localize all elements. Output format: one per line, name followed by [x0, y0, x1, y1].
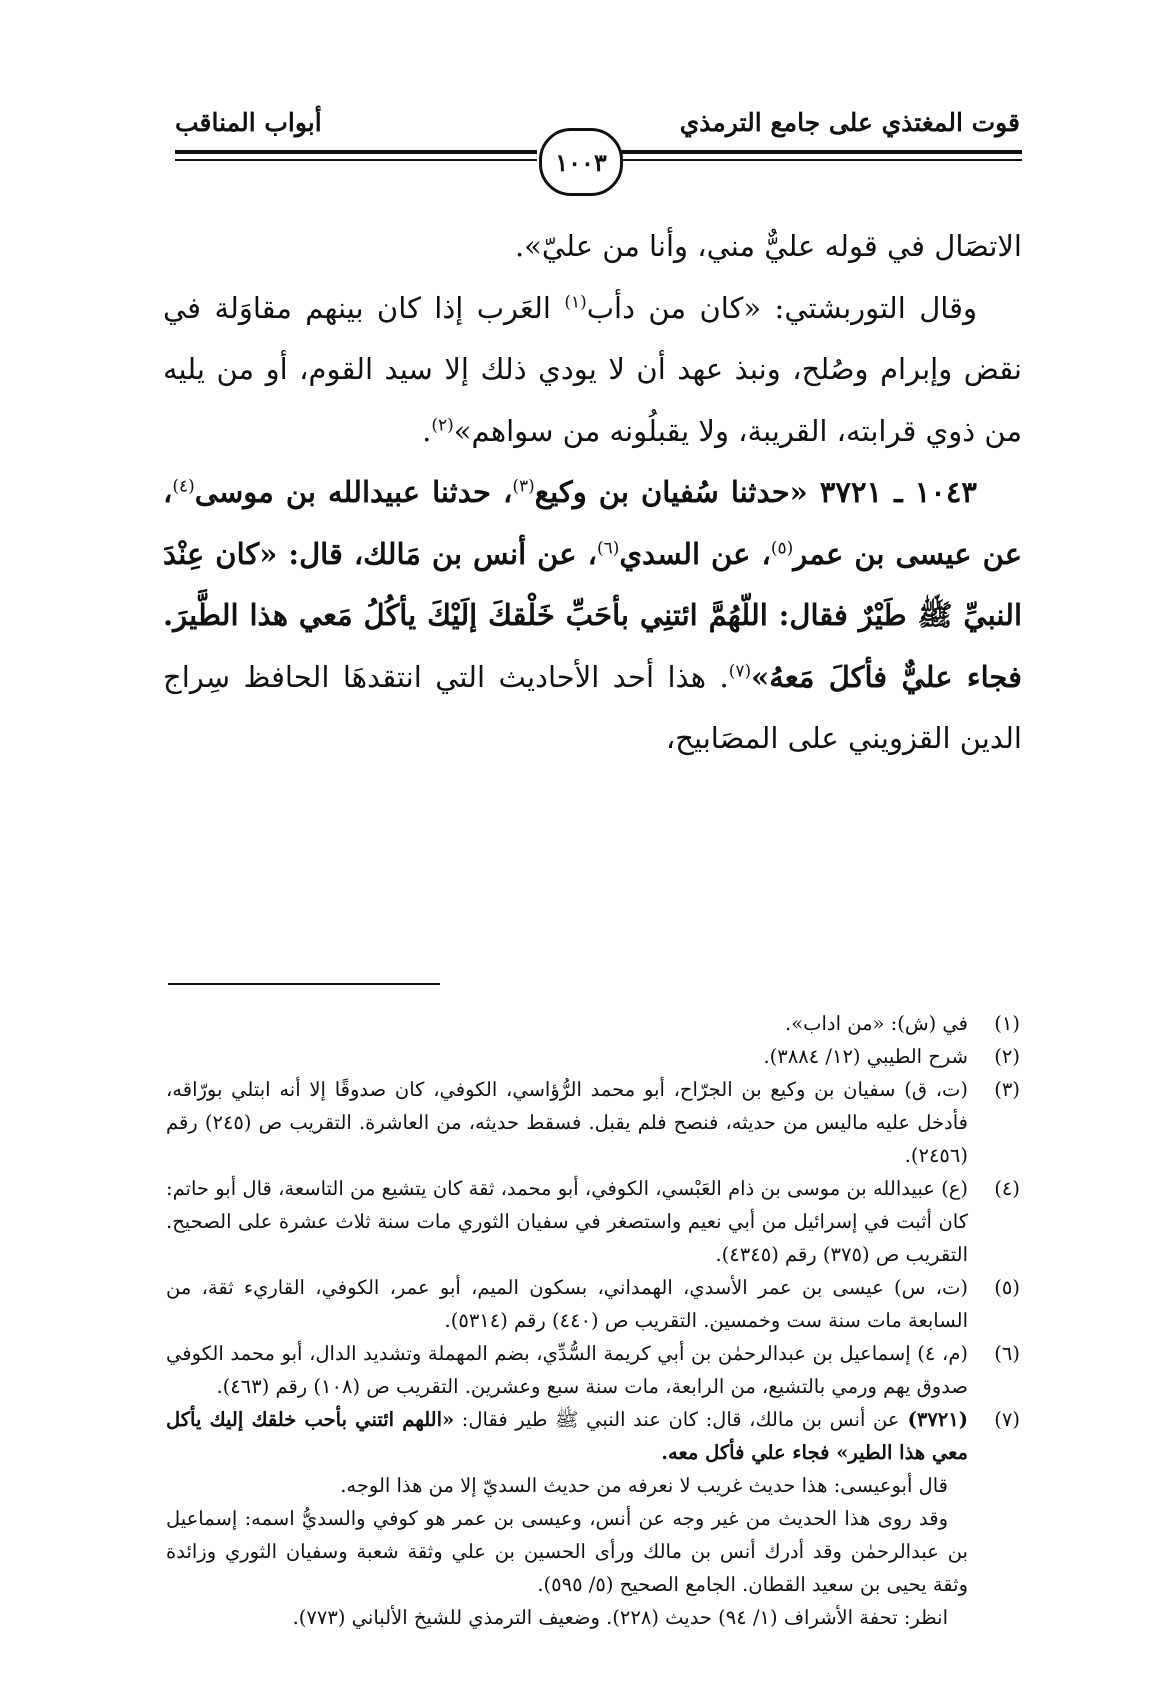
- footnote-separator: [168, 983, 440, 985]
- header-rule-left-bottom: [175, 159, 537, 161]
- footnote-text: شرح الطيبي (١٢/ ٣٨٨٤).: [763, 1045, 968, 1068]
- footnote-number: (١): [994, 1012, 1020, 1035]
- header-rule-left-top: [175, 150, 537, 154]
- footnote-7-line-4: انظر: تحفة الأشراف (١/ ٩٤) حديث (٢٢٨). وضعيف الترمذي للشيخ الألباني (٧٧٣).: [292, 1606, 948, 1629]
- footnote-number: (٥): [994, 1276, 1020, 1299]
- footnote-ref-4: (٤): [172, 476, 195, 497]
- footnote-ref-1: (١): [564, 291, 587, 312]
- footnote-ref-3: (٣): [512, 476, 535, 497]
- main-text: [163, 216, 1022, 770]
- header-rule-right-bottom: [619, 159, 1022, 161]
- footnote-2: [166, 1040, 1020, 1073]
- footnote-7-line-2: قال أبوعيسى: هذا حديث غريب لا نعرفه من حديث السديّ إلا من هذا الوجه.: [340, 1474, 948, 1497]
- footnote-ref-2: (٢): [431, 414, 454, 435]
- commentary-text: . هذا أحد الأحاديث التي انتقدهَا الحافظ سِراج الدين القزويني على المصَابيح،: [163, 659, 1022, 755]
- footnote-number: (٦): [994, 1342, 1020, 1365]
- footnote-text: في (ش): «من اداب».: [785, 1012, 968, 1035]
- running-book-title: قوت المغتذي على جامع الترمذي: [679, 108, 1020, 137]
- footnote-3: [166, 1073, 1020, 1172]
- footnote-4: [166, 1172, 1020, 1271]
- running-chapter-title: أبواب المناقب: [175, 108, 322, 137]
- footnote-text: (ع) عبيدالله بن موسى بن ذام العَبْسي، الكوفي، أبو محمد، ثقة كان يتشيع من التاسعة، قال أبو حاتم: كان أثبت في إسرائيل من أبي نعيم واستصغر في سفيان الثوري مات سنة ثلاث عشرة على الصحيح. التقريب ص (٣٧٥) رقم (٤٣٤٥).: [166, 1177, 968, 1266]
- footnote-number: (٤): [994, 1177, 1020, 1200]
- text-span: .: [422, 413, 432, 448]
- footnote-7-line-3: وقد روى هذا الحديث من غير وجه عن أنس، وعيسى بن عمر هو كوفي والسديُّ اسمه: إسماعيل بن عبدالرحمٰن وقد أدرك أنس بن مالك ورأى الحسين بن علي وثقة شعبة وسفيان الثوري وزائدة وثقة يحيى بن سعيد القطان. الجامع الصحيح (٥/ ٥٩٥).: [166, 1507, 968, 1596]
- footnote-number: (٢): [994, 1045, 1020, 1068]
- hadith-text: ١٠٤٣ ـ ٣٧٢١ «حدثنا سُفيان بن وكيع: [534, 475, 977, 509]
- footnote-ref-6: (٦): [596, 537, 620, 558]
- footnote-text: (ت، ق) سفيان بن وكيع بن الجرّاح، أبو محمد الرُّؤاسي، الكوفي، كان صدوقًا إلا أنه ابتلي بورّاقه، فأدخل عليه ماليس من حديثه، فنصح فلم يقبل. فسقط حديثه، من العاشرة. التقريب ص (٢٤٥) رقم (٢٤٥٦).: [166, 1078, 968, 1167]
- footnote-number: (٧): [994, 1408, 1020, 1431]
- footnote-text: [166, 1403, 968, 1469]
- hadith-paragraph: [163, 462, 1022, 770]
- header-rule-right-top: [619, 150, 1022, 154]
- hadith-text: ، عن السدي: [619, 536, 771, 571]
- text-span: عن أنس بن مالك، قال: كان عند النبي ﷺ طير فقال:: [454, 1408, 900, 1431]
- hadith-text: ، حدثنا عبيدالله بن موسى: [194, 475, 513, 509]
- hadith-quote: «اللهم ائتني بأحب خلقك إليك يأكل معي هذا الطير»: [166, 1408, 968, 1464]
- text-span: العَرب إذا كان بينهم مقاوَلة في نقض وإبرام وصُلح، ونبذ عهد أن لا يودي ذلك إلا سيد القوم، أو من يليه من ذوي قرابته، القريبة، ولا يقبلُونه من سواهم»: [163, 290, 1022, 448]
- hadith-text: ، عن أنس بن مَالك، قال: «كان عِنْدَ النبيِّ ﷺ طَيْرٌ فقال: اللّهُمَّ ائتنِي بأحَبِّ خَلْقكَ إلَيْكَ يأكُلُ مَعي هذا الطَّيرَ. فجاء عليٌّ فأكلَ مَعهُ»: [163, 536, 1022, 694]
- hadith-text: ، عن عيسى بن عمر: [163, 475, 1022, 571]
- footnote-ref-7: (٧): [728, 660, 752, 681]
- text-span: وقال التوربشتي: «كان من دأب: [586, 290, 977, 325]
- footnote-5: [166, 1271, 1020, 1337]
- hadith-number: (٣٧٢١): [899, 1408, 968, 1431]
- text-span: فجاء علي فأكل معه.: [661, 1441, 837, 1464]
- page-number-badge: ١٠٠٣: [539, 128, 623, 196]
- footnote-6: [166, 1337, 1020, 1403]
- main-paragraph-2: [163, 278, 1022, 463]
- footnote-text: (ت، س) عيسى بن عمر الأسدي، الهمداني، بسكون الميم، أبو عمر، الكوفي، القاريء ثقة، من السابعة مات سنة ست وخمسين. التقريب ص (٤٤٠) رقم (٥٣١٤).: [166, 1276, 968, 1332]
- main-paragraph-1: الاتصَال في قوله عليٌّ مني، وأنا من عليّ».: [514, 229, 1022, 263]
- footnote-ref-5: (٥): [770, 537, 794, 558]
- footnotes: [166, 1007, 1020, 1634]
- footnote-text: (م، ٤) إسماعيل بن عبدالرحمٰن بن أبي كريمة السُّدِّي، بضم المهملة وتشديد الدال، أبو محمد الكوفي صدوق يهم ورمي بالتشيع، من الرابعة، مات سنة سبع وعشرين. التقريب ص (١٠٨) رقم (٤٦٣).: [166, 1342, 968, 1398]
- footnote-number: (٣): [994, 1078, 1020, 1101]
- footnote-1: [166, 1007, 1020, 1040]
- footnote-7: [166, 1403, 1020, 1469]
